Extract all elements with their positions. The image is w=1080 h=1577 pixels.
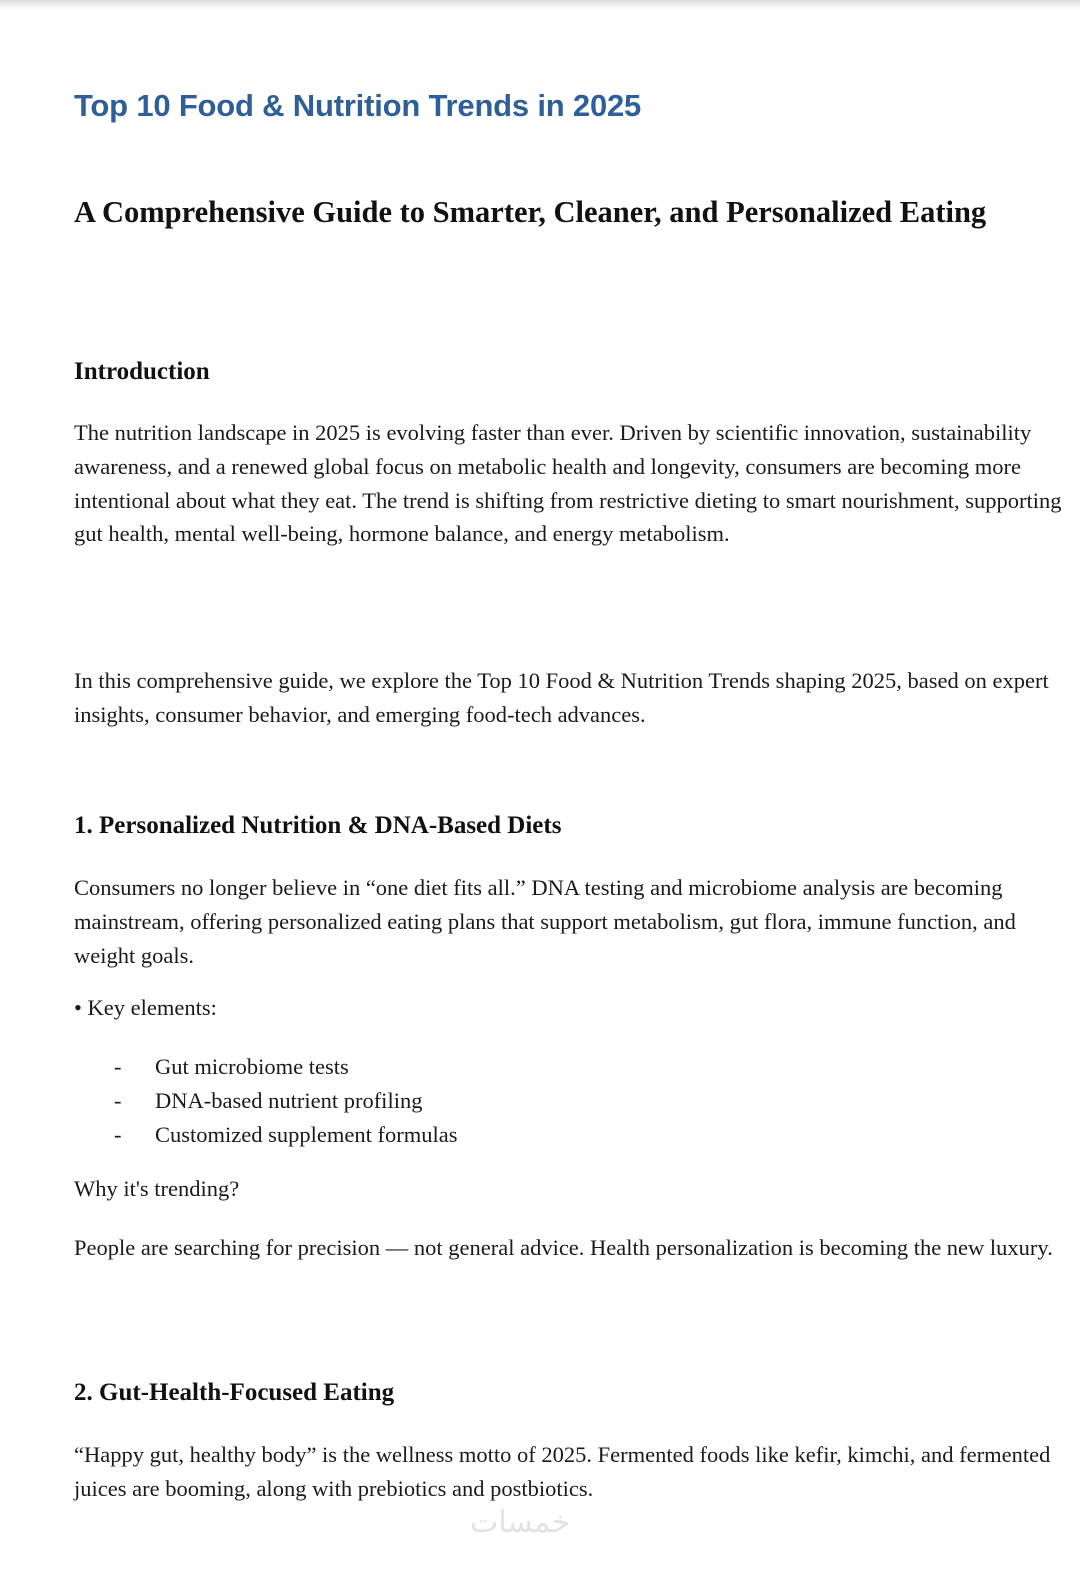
section-1-body: Consumers no longer believe in “one diet fits all.” DNA testing and microbiome analysis are becoming mainstream, offering personalized eating plans that support metabolism, gut flora, immune function, and weight goals. (74, 875, 1016, 968)
list-item-text: Gut microbiome tests (155, 1054, 349, 1079)
section-2-heading: 2. Gut-Health-Focused Eating (74, 1379, 395, 1406)
section-2-body: “Happy gut, healthy body” is the wellness motto of 2025. Fermented foods like kefir, kimchi, and fermented juices are booming, along with prebiotics and postbiotics. (74, 1442, 1051, 1501)
dash-marker: - (114, 1054, 122, 1079)
introduction-heading: Introduction (74, 358, 210, 385)
dash-marker: - (114, 1122, 122, 1147)
dash-marker: - (114, 1088, 122, 1113)
list-item-text: Customized supplement formulas (155, 1122, 458, 1147)
watermark-logo: خمسات (470, 1505, 571, 1540)
key-elements-label: • Key elements: (74, 995, 217, 1020)
document-subtitle: A Comprehensive Guide to Smarter, Cleaner, and Personalized Eating (74, 195, 987, 229)
key-elements-list (114, 1050, 457, 1152)
list-item (114, 1118, 457, 1152)
introduction-paragraph-2: In this comprehensive guide, we explore the Top 10 Food & Nutrition Trends shaping 2025, based on expert insights, consumer behavior, and emerging food-tech advances. (74, 668, 1049, 727)
list-item (114, 1084, 457, 1118)
why-trending-text: People are searching for precision — not general advice. Health personalization is becoming the new luxury. (74, 1235, 1053, 1260)
list-item-text: DNA-based nutrient profiling (155, 1088, 423, 1113)
page-top-shadow (0, 0, 1080, 10)
why-trending-label: Why it's trending? (74, 1176, 240, 1201)
list-item (114, 1050, 457, 1084)
section-1-heading: 1. Personalized Nutrition & DNA-Based Diets (74, 812, 562, 839)
document-title: Top 10 Food & Nutrition Trends in 2025 (74, 88, 642, 123)
introduction-paragraph-1: The nutrition landscape in 2025 is evolving faster than ever. Driven by scientific innovation, sustainability awareness, and a renewed global focus on metabolic health and longevity, consumers are becoming more intentional about what they eat. The trend is shifting from restrictive dieting to smart nourishment, supporting gut health, mental well-being, hormone balance, and energy metabolism. (74, 420, 1062, 547)
